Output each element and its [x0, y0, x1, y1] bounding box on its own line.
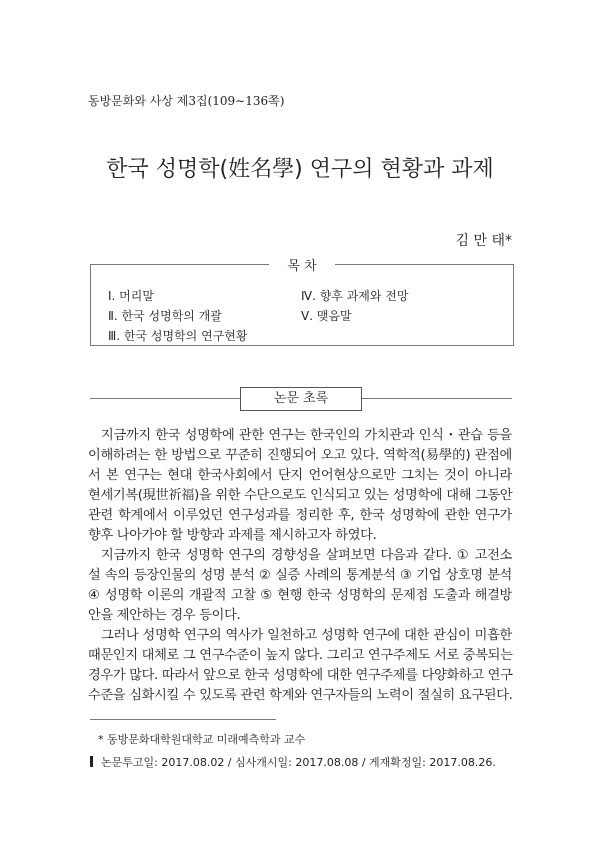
footnote-dates	[90, 756, 496, 770]
toc-item: Ⅲ. 한국 성명학의 연구현황	[108, 329, 248, 343]
abstract-line: 서 본 연구는 현대 한국사회에서 단지 언어현상으로만 그치는 것이 아니라	[88, 468, 512, 483]
abstract-line: 현세기복(現世祈福)을 위한 수단으로도 인식되고 있는 성명학에 대해 그동안	[88, 488, 513, 503]
toc-item: Ⅱ. 한국 성명학의 개괄	[108, 309, 222, 323]
abstract-line: 지금까지 한국 성명학에 관한 연구는 한국인의 가치관과 인식・관습 등을	[101, 428, 512, 443]
abstract-line: 지금까지 한국 성명학 연구의 경향성을 살펴보면 다음과 같다. ① 고전소	[101, 548, 512, 563]
abstract-line: 향후 나아가야 할 방향과 과제를 제시하고자 하였다.	[88, 528, 377, 543]
toc-item: Ⅴ. 맺음말	[301, 309, 352, 323]
abstract-line: 이해하려는 한 방법으로 꾸준히 진행되어 오고 있다. 역학적(易學的) 관점에	[88, 448, 512, 463]
abstract-line: 안을 제안하는 경우 등이다.	[88, 608, 241, 623]
table-of-contents	[90, 259, 514, 346]
abstract-line: 설 속의 등장인물의 성명 분석 ② 실증 사례의 통계분석 ③ 기업 상호명 분석	[88, 568, 512, 583]
abstract-line: 때문인지 대체로 그 연구수준이 높지 않다. 그리고 연구주제도 서로 중복되는	[88, 648, 513, 663]
paper-title: 한국 성명학(姓名學) 연구의 현황과 과제	[106, 157, 494, 182]
abstract-label: 논문 초록	[240, 387, 362, 411]
marker-bar	[90, 756, 93, 767]
footnote-dates-text: 논문투고일: 2017.08.02 / 심사개시일: 2017.08.08 / 게재확정일: 2017.08.26.	[101, 756, 496, 769]
footnote-affiliation: * 동방문화대학원대학교 미래예측학과 교수	[98, 733, 306, 746]
abstract-line: 수준을 심화시킬 수 있도록 관련 학계와 연구자들의 노력이 절실히 요구된다.	[88, 688, 513, 703]
abstract-line: 관련 학계에서 이루었던 연구성과를 정리한 후, 한국 성명학에 관한 연구가	[88, 508, 512, 523]
toc-item: Ⅳ. 향후 과제와 전망	[301, 289, 409, 303]
author-name: 김 만 태*	[455, 233, 512, 249]
toc-label: 목 차	[269, 259, 334, 274]
footnote-divider	[90, 719, 276, 720]
abstract-line: 경우가 많다. 따라서 앞으로 한국 성명학에 대한 연구주제를 다양화하고 연구	[88, 668, 513, 683]
toc-item: Ⅰ. 머리말	[108, 289, 154, 303]
abstract-line: 그러나 성명학 연구의 역사가 일천하고 성명학 연구에 대한 관심이 미흡한	[101, 628, 512, 643]
journal-header: 동방문화와 사상 제3집(109∼136쪽)	[88, 94, 285, 108]
abstract-line: ④ 성명학 이론의 개괄적 고찰 ⑤ 현행 한국 성명학의 문제점 도출과 해결방	[88, 588, 512, 603]
